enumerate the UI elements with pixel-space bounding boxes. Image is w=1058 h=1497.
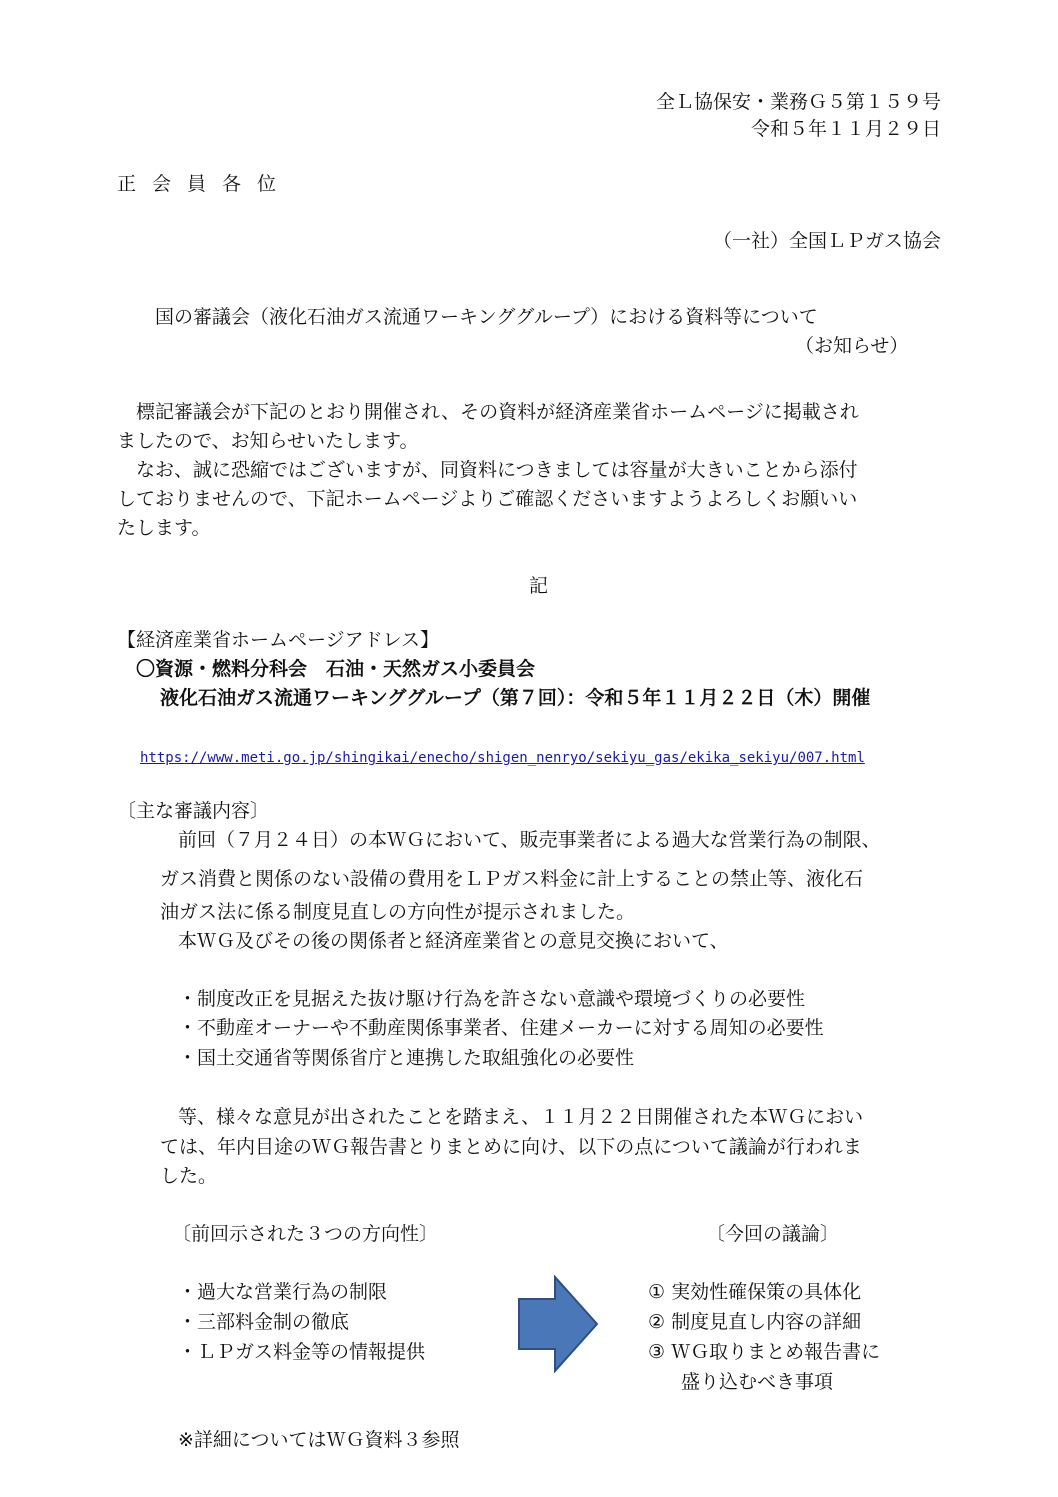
conclusion-line: ては、年内目途のＷＧ報告書とりまとめに向け、以下の点について議論が行われま — [160, 1136, 862, 1158]
reference-note: ※詳細についてはＷＧ資料３参照 — [178, 1429, 460, 1451]
conclusion-line: 等、様々な意見が出されたことを踏まえ、１１月２２日開催された本ＷＧにおい — [178, 1106, 864, 1128]
main-paragraph-line: 前回（７月２４日）の本ＷＧにおいて、販売事業者による過大な営業行為の制限、 — [178, 829, 881, 851]
opinion-item: ・制度改正を見据えた抜け駆け行為を許さない意識や環境づくりの必要性 — [178, 988, 806, 1010]
address-heading: 【経済産業省ホームページアドレス】 — [117, 629, 440, 651]
ki-heading: 記 — [529, 575, 549, 597]
previous-directions-heading: 〔前回示された３つの方向性〕 — [172, 1223, 439, 1245]
conclusion-line: した。 — [160, 1165, 218, 1187]
meeting-working-group: 液化石油ガス流通ワーキンググループ（第７回）：令和５年１１月２２日（木）開催 — [160, 687, 871, 709]
intro-line: しておりませんので、下記ホームページよりご確認くださいますようよろしくお願いい — [117, 488, 858, 510]
intro-line: 標記審議会が下記のとおり開催され、その資料が経済産業省ホームページに掲載され — [136, 401, 859, 423]
main-heading: 〔主な審議内容〕 — [117, 800, 270, 822]
current-item: ① 実効性確保策の具体化 — [648, 1281, 862, 1303]
current-item: ② 制度見直し内容の詳細 — [648, 1311, 862, 1333]
sender: （一社）全国ＬＰガス協会 — [712, 230, 941, 252]
main-paragraph-line: 本ＷＧ及びその後の関係者と経済産業省との意見交換において、 — [178, 930, 729, 952]
previous-item: ・ＬＰガス料金等の情報提供 — [178, 1341, 426, 1363]
previous-item: ・過大な営業行為の制限 — [178, 1281, 388, 1303]
current-item: ③ ＷＧ取りまとめ報告書に — [648, 1341, 881, 1363]
current-item-continuation: 盛り込むべき事項 — [681, 1371, 834, 1393]
document-subtitle: （お知らせ） — [795, 335, 909, 357]
previous-item: ・三部料金制の徹底 — [178, 1311, 350, 1333]
current-discussion-heading: 〔今回の議論〕 — [706, 1223, 840, 1245]
document-number: 全Ｌ協保安・業務Ｇ５第１５９号 — [655, 91, 941, 113]
document-title: 国の審議会（液化石油ガス流通ワーキンググループ）における資料等について — [155, 306, 818, 328]
document-date: 令和５年１１月２９日 — [750, 118, 941, 140]
right-arrow-icon — [517, 1275, 599, 1373]
intro-line: ましたので、お知らせいたします。 — [117, 430, 419, 452]
opinion-item: ・国土交通省等関係省庁と連携した取組強化の必要性 — [178, 1047, 635, 1069]
url-line — [140, 742, 865, 772]
intro-line: なお、誠に恐縮ではございますが、同資料につきましては容量が大きいことから添付 — [136, 459, 858, 481]
recipient: 正会員各位 — [117, 173, 293, 195]
opinion-item: ・不動産オーナーや不動産関係事業者、住建メーカーに対する周知の必要性 — [178, 1017, 824, 1039]
intro-line: たします。 — [117, 517, 211, 539]
main-paragraph-line: ガス消費と関係のない設備の費用をＬＰガス料金に計上することの禁止等、液化石 — [160, 868, 864, 890]
meti-link[interactable]: https://www.meti.go.jp/shingikai/enecho/shigen_nenryo/sekiyu_gas/ekika_sekiyu/007.html — [140, 750, 865, 766]
main-paragraph-line: 油ガス法に係る制度見直しの方向性が提示されました。 — [160, 901, 636, 923]
meeting-committee: 〇資源・燃料分科会 石油・天然ガス小委員会 — [136, 658, 536, 680]
